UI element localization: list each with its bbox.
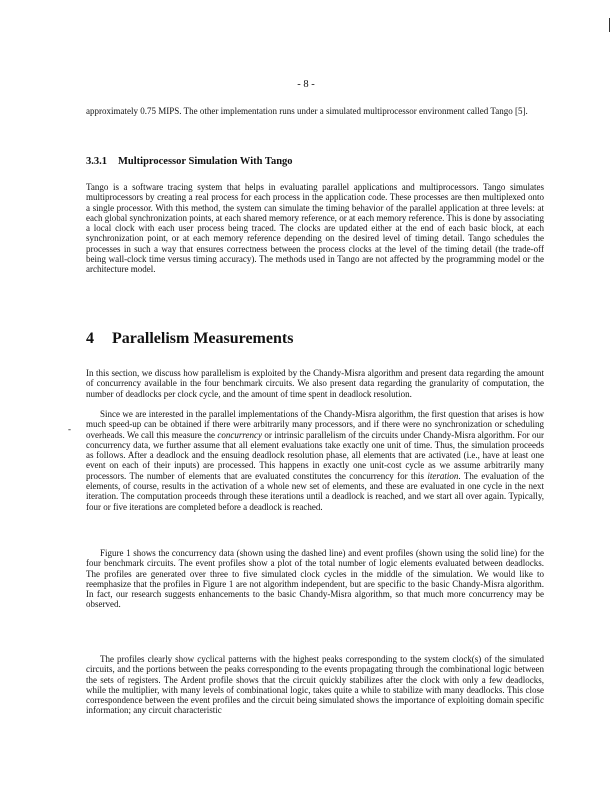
margin-mark: - xyxy=(68,424,71,434)
subsection-number: 3.3.1 xyxy=(86,156,107,167)
section-number: 4 xyxy=(86,330,94,347)
section-paragraph-2 xyxy=(86,409,544,512)
subsection-title: Multiprocessor Simulation With Tango xyxy=(118,156,293,167)
p2-text-middle: or intrinsic parallelism of the circuits under Chandy-Misra algorithm. For our concurrency data, we further assume that all element evaluations take exactly one unit of time. Thus, the simulation proceeds as follows. After a deadlock and the ensuing deadlock resolution phase, all elements that are activated (i.e., have at least one event on each of their inputs) are processed. This happens in exactly one unit-cost cycle as we assume arbitrarily many processors. The number of elements that are evaluated constitutes the concurrency for this xyxy=(86,429,544,481)
p2-text-before: Since we are interested in the parallel implementations of the Chandy-Misra algorithm, the first question that arises is how much speed-up can be obtained if there were arbitrarily many processors, and if there were no synchronization or scheduling overheads. We call this measure the xyxy=(86,409,544,440)
section-paragraph-4: The profiles clearly show cyclical patterns with the highest peaks corresponding to the system clock(s) of the simulated circuits, and the portions between the peaks corresponding to the events propagating through the combinational logic between the sets of registers. The Ardent profile shows that the circuit quickly stabilizes after the clock with only a few deadlocks, while the multiplier, with many levels of combinational logic, takes quite a while to stabilize with many deadlocks. This close correspondence between the event profiles and the circuit being simulated shows the importance of exploiting domain specific information; any circuit characteristic xyxy=(86,654,544,716)
section-heading xyxy=(86,330,544,348)
page-number: - 8 - xyxy=(297,79,315,90)
subsection-heading xyxy=(86,156,544,167)
p2-emphasis-iteration: iteration xyxy=(427,470,459,481)
p2-emphasis-concurrency: concurrency xyxy=(217,429,263,440)
p2-text-after: . The evaluation of the elements, of course, results in the activation of a whole new set of elements, and these are evaluated in one cycle in the next iteration. The computation proceeds through these iterations until a deadlock is reached, and we start all over again. Typically, four or five iterations are completed before a deadlock is reached. xyxy=(86,470,544,512)
page-edge-mark xyxy=(609,18,610,32)
section-paragraph-1: In this section, we discuss how parallelism is exploited by the Chandy-Misra algorithm and present data regarding the amount of concurrency available in the four benchmark circuits. We also present data regarding the granularity of computation, the number of deadlocks per clock cycle, and the amount of time spent in deadlock resolution. xyxy=(86,368,544,399)
tango-paragraph: Tango is a software tracing system that helps in evaluating parallel applications and multiprocessors. Tango simulates multiprocessors by creating a real process for each process in the application code. These processes are then multiplexed onto a single processor. With this method, the system can simulate the timing behavior of the parallel application at three levels: at each global synchronization points, at each shared memory reference, or at each memory reference. This is done by associating a local clock with each user process being traced. The clocks are updated either at the end of each basic block, at each synchronization point, or at each memory reference depending on the desired level of timing detail. Tango schedules the processes in such a way that ensures correctness between the process clocks at the level of the timing detail (the trade-off being wall-clock time versus timing accuracy). The methods used in Tango are not affected by the programming model or the architecture model. xyxy=(86,182,544,275)
section-title: Parallelism Measurements xyxy=(112,330,294,347)
intro-paragraph: approximately 0.75 MIPS. The other implementation runs under a simulated multiprocessor environment called Tango [5]. xyxy=(86,106,528,116)
section-paragraph-3: Figure 1 shows the concurrency data (shown using the dashed line) and event profiles (shown using the solid line) for the four benchmark circuits. The event profiles show a plot of the total number of logic elements evaluated between deadlocks. The profiles are generated over three to five simulated clock cycles in the middle of the simulation. We would like to reemphasize that the profiles in Figure 1 are not algorithm independent, but are specific to the basic Chandy-Misra algorithm. In fact, our research suggests enhancements to the basic Chandy-Misra algorithm, so that much more concurrency may be observed. xyxy=(86,548,544,610)
